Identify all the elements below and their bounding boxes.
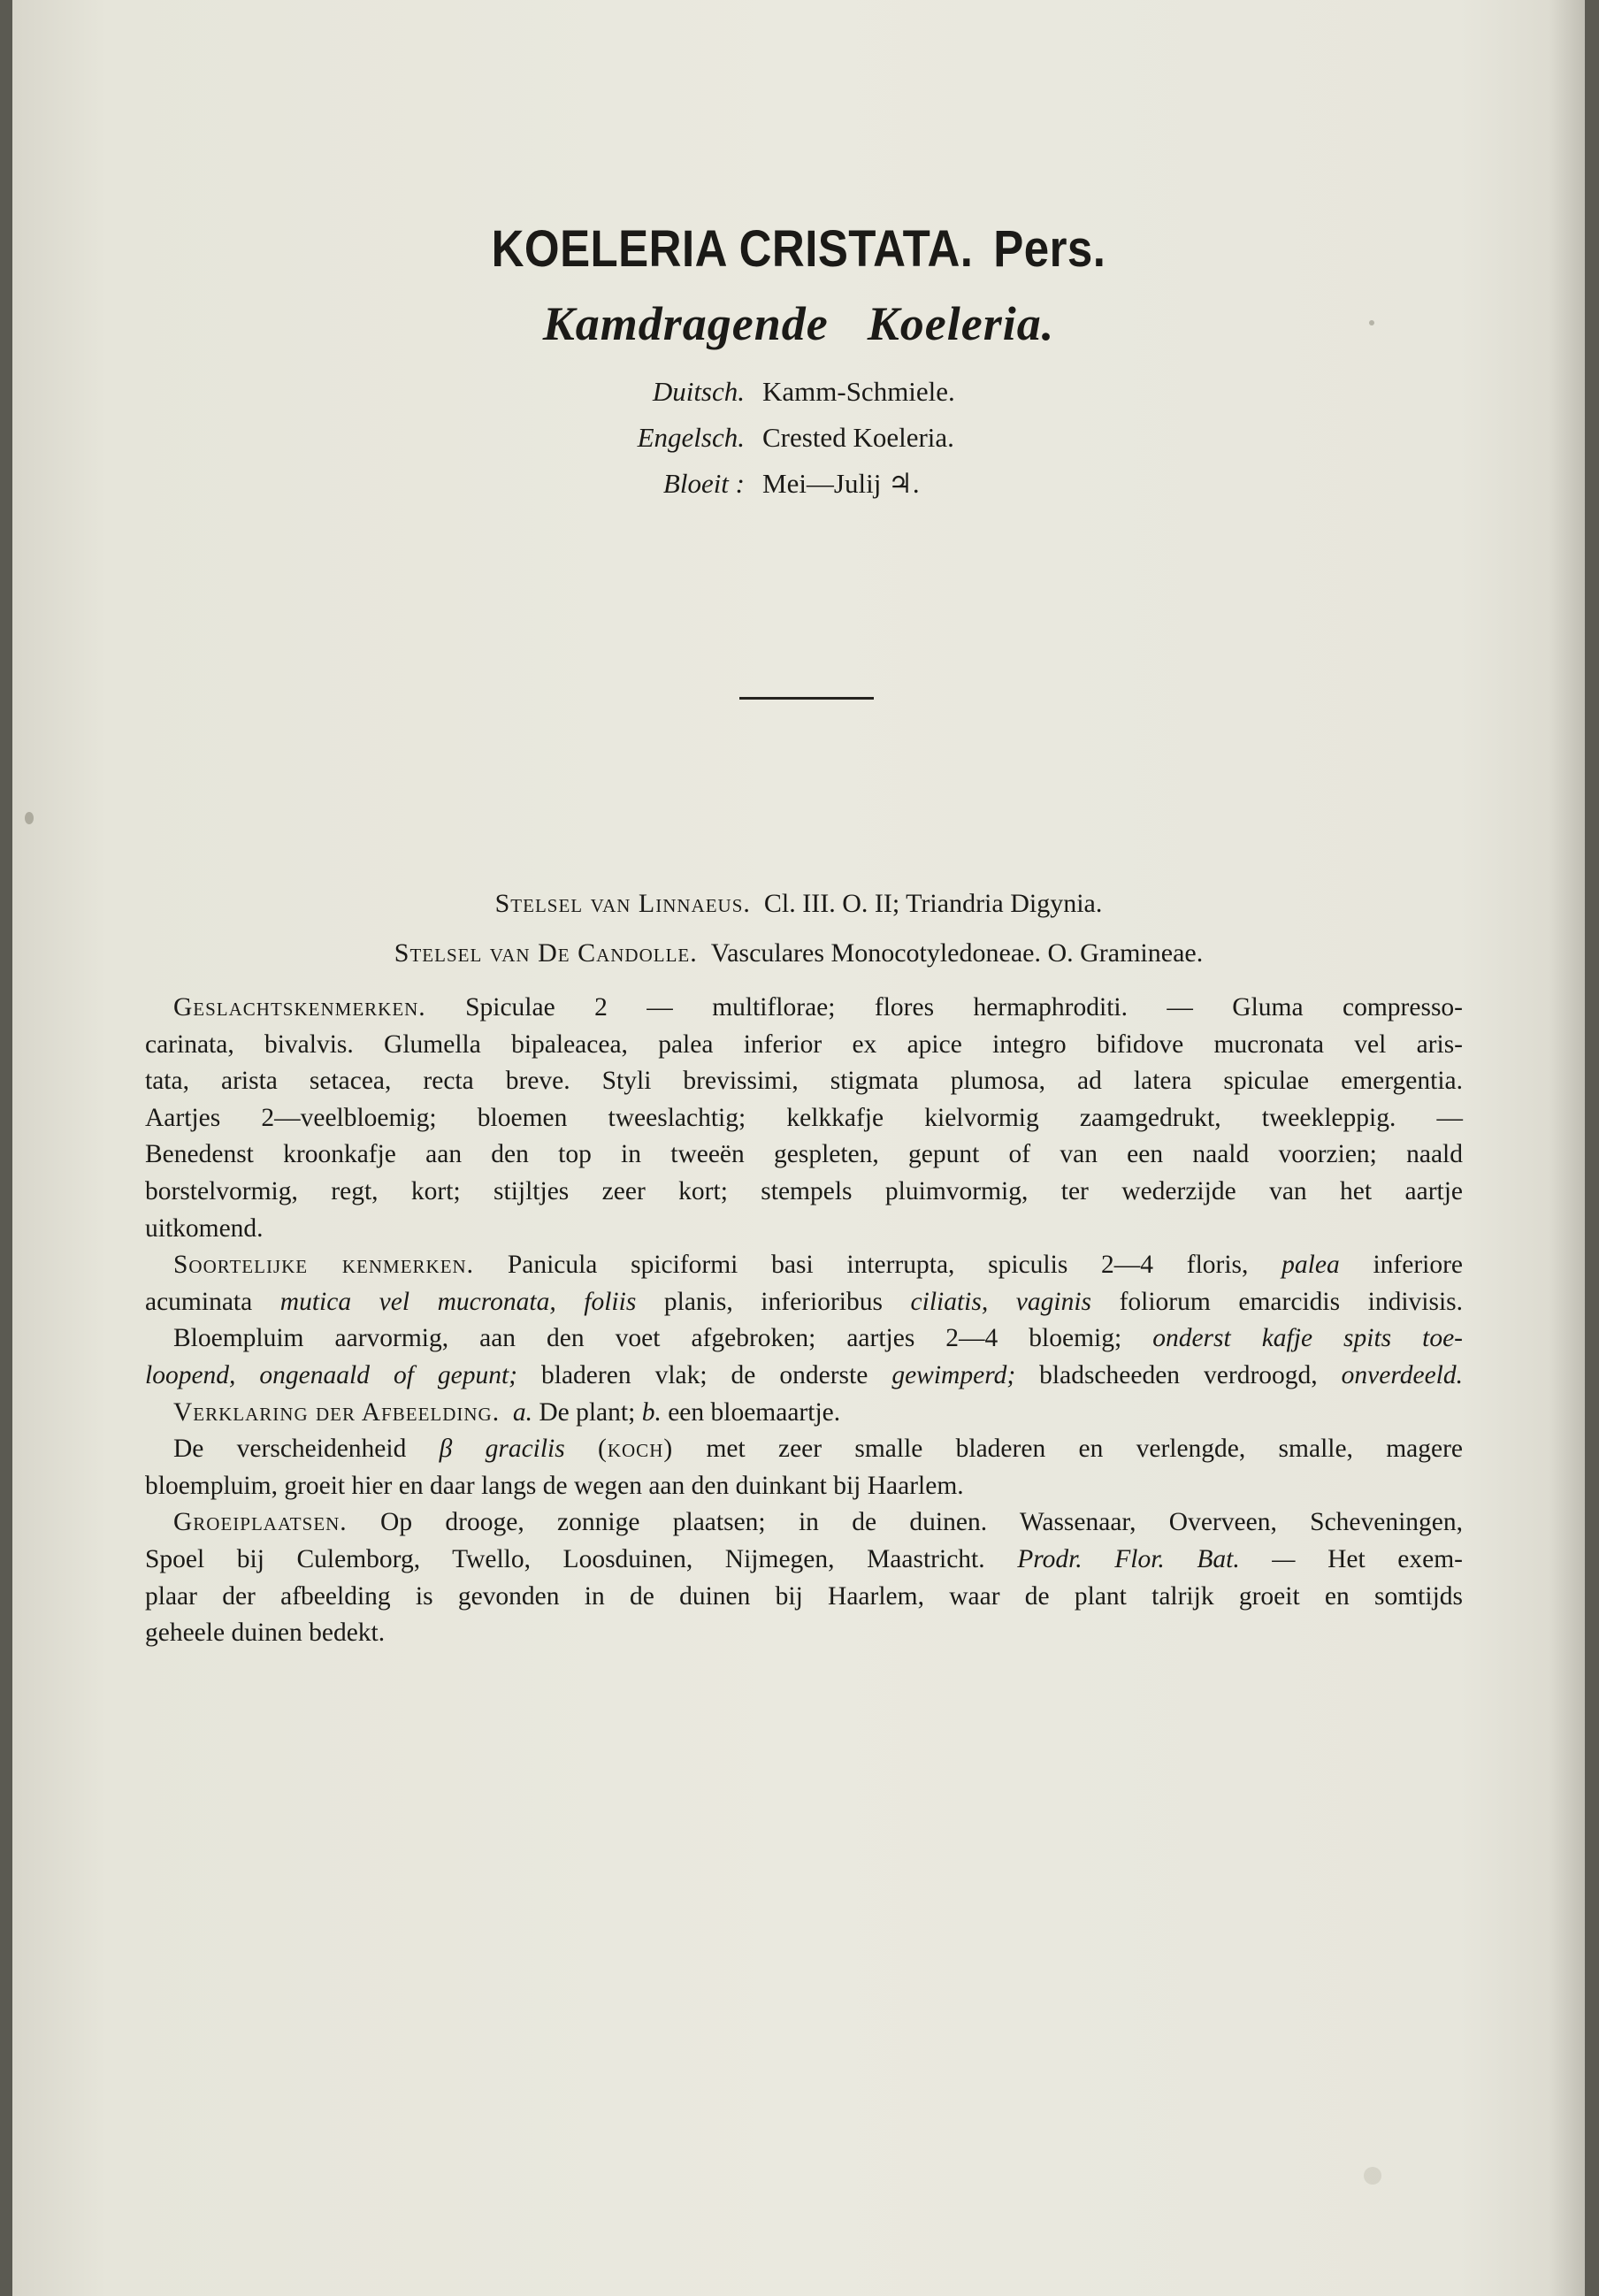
ink-spot (25, 812, 34, 824)
vernacular-names (578, 376, 1197, 514)
paragraph-species: Soortelijke kenmerken. Panicula spiciformi basi interrupta, spiculis 2—4 floris, palea inferiore acuminata mutica vel mucronata, foliis planis, inferioribus ciliatis, vaginis foliorum emarcidis indivisis. (145, 1251, 1464, 1316)
candolle-system: Stelsel van De Candolle. Vasculares Monocotyledoneae. O. Gramineae. (394, 938, 1204, 968)
linnaeus-system: Stelsel van Linnaeus. Cl. III. O. II; Triandria Digynia. (494, 889, 1103, 918)
name-row: Bloeit : Mei—Julij ♃. (662, 468, 920, 499)
dutch-name-1: Kamdragende (542, 297, 829, 350)
paragraph-figure-explanation: Verklaring der Afbeelding. a. De plant; b. een bloemaartje. (173, 1397, 841, 1427)
book-page (12, 0, 1585, 2296)
paragraph-localities: Groeiplaatsen. Op drooge, zonnige plaatsen; in de duinen. Wassenaar, Overveen, Scheveningen, Spoel bij Culemborg, Twello, Loosduinen, Nijmegen, Maastricht. Prodr. Flor. Bat. — Het exem- plaar der afbeelding is gevonden in de duinen bij Haarlem, waar de plant talrijk groeit en somtijds geheele duinen bedekt. (145, 1508, 1464, 1648)
description-body (145, 990, 1463, 1652)
page-subtitle (12, 296, 1585, 351)
divider-rule (739, 697, 874, 700)
stain-spot (1364, 2167, 1381, 2185)
paragraph-genus: Geslachtskenmerken. Spiculae 2 — multiflorae; flores hermaphroditi. — Gluma compresso- carinata, bivalvis. Glumella bipaleacea, palea inferior ex apice integro bifidove mucronata vel aris- tata, arista setacea, recta breve. Styli brevissimi, stigmata plumosa, ad latera spiculae emergentia. Aartjes 2—veelbloemig; bloemen tweeslachtig; kelkkafje kielvormig zaamgedrukt, tweekleppig. — Benedenst kroonkafje aan den top in tweeën gespleten, gepunt of van een naald voorzien; naald borstelvormig, regt, kort; stijltjes zeer kort; stempels pluimvormig, ter wederzijde van het aartje uitkomend. (145, 993, 1464, 1243)
dutch-name-2: Koeleria. (867, 297, 1055, 350)
name-row: Duitsch. Kamm-Schmiele. (652, 376, 955, 407)
page-title (107, 219, 1491, 279)
author-abbrev: Pers. (993, 220, 1106, 278)
paragraph-variety: De verscheidenheid β gracilis (koch) met zeer smalle bladeren en verlengde, smalle, magere bloempluim, groeit hier en daar langs de wegen aan den duinkant bij Haarlem. (145, 1435, 1464, 1500)
name-row: Engelsch. Crested Koeleria. (637, 422, 954, 453)
paragraph-species-dutch: Bloempluim aarvormig, aan den voet afgebroken; aartjes 2—4 bloemig; onderst kafje spits toe- loopend, ongenaald of gepunt; bladeren vlak; de onderste gewimperd; bladscheeden verdroogd, onverdeeld. (145, 1324, 1464, 1389)
latin-name: KOELERIA CRISTATA. (491, 220, 974, 278)
